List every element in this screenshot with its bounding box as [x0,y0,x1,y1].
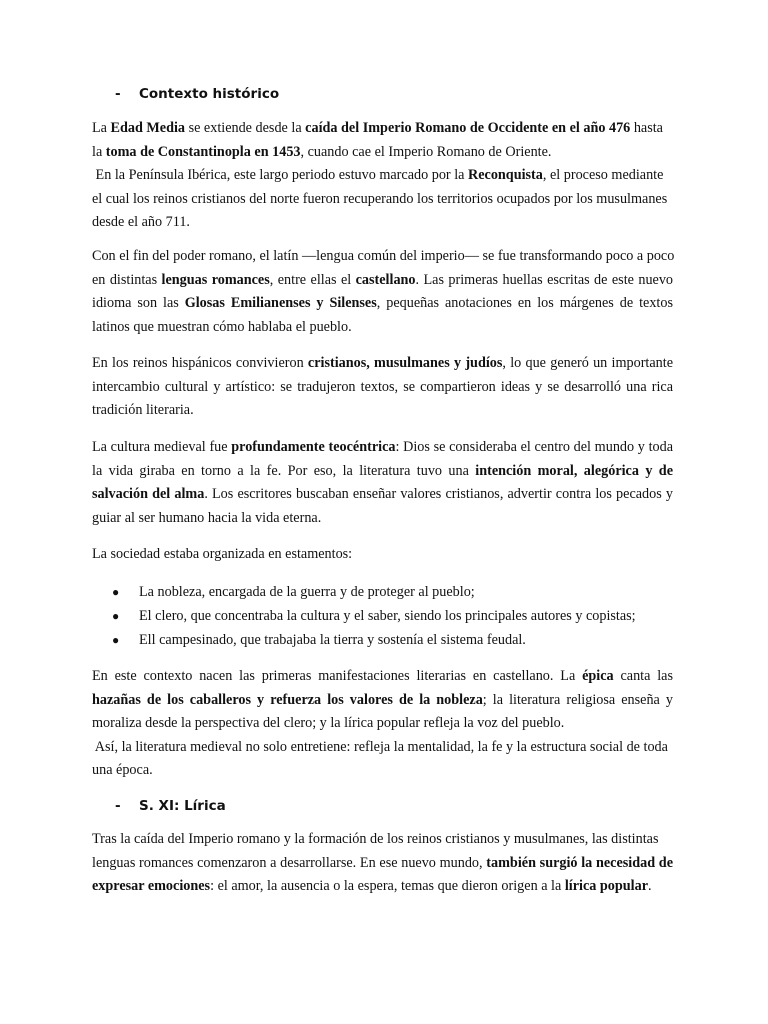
bold-term: hazañas de los caballeros y refuerza los valores de la nobleza [92,691,483,708]
text-run: la [92,143,106,160]
text-line: intercambio cultural y artístico: se tradujeron textos, se compartieron ideas y se desarrolló una rica [92,378,673,395]
paragraph-estamentos-intro [92,543,673,567]
text-line: guiar al ser humano hacia la vida eterna. [92,509,322,526]
text-run: , entre ellas el [269,271,356,288]
bold-term: toma de Constantinopla en 1453 [105,143,301,160]
text-run: : Dios se consideraba el centro del mundo y toda [395,439,674,455]
bold-term: cristianos, musulmanes y judíos [307,355,503,371]
heading-title: S. XI: Lírica [139,798,226,814]
text-run: idioma son las [92,295,185,312]
text-line [92,852,673,876]
text-line: el cual los reinos cristianos del norte fueron recuperando los territorios ocupados por los musulmanes [92,190,668,207]
text-line [92,665,673,689]
bullet-icon: ● [112,609,120,623]
list-item-text: El clero, que concentraba la cultura y el saber, siendo los principales autores y copistas; [139,608,636,624]
text-run: se extiende desde la [185,120,306,136]
text-line: La sociedad estaba organizada en estamentos: [92,546,353,562]
text-line [92,352,673,376]
paragraph-teocentrismo [92,436,673,530]
text-run: En los reinos hispánicos convivieron [92,355,308,371]
text-line [92,689,673,713]
text-line [92,436,673,460]
list-item-text: La nobleza, encargada de la guerra y de proteger al pueblo; [139,584,475,600]
bold-term: lenguas romances [161,271,270,288]
section-heading-lirica [115,798,226,814]
text-run: , el proceso mediante [542,167,664,184]
text-run: . [648,878,652,895]
text-run: canta las [613,668,674,684]
text-run: En la Península Ibérica, este largo periodo estuvo marcado por la [92,167,468,184]
text-line: Así, la literatura medieval no solo entretiene: refleja la mentalidad, la fe y la estructura social de toda [92,738,668,755]
bold-term: épica [582,668,614,684]
heading-dash: - [115,86,121,102]
paragraph-convivencia [92,352,673,423]
text-line: moraliza desde la perspectiva del clero; y la lírica popular refleja la voz del pueblo. [92,715,565,732]
bold-term: intención moral, alegórica y de [475,462,673,479]
text-line: tradición literaria. [92,402,194,419]
bold-term: también surgió la necesidad de [486,854,673,871]
text-run: La cultura medieval fue [92,439,232,455]
bullet-icon: ● [112,633,120,647]
bold-term: profundamente teocéntrica [231,439,396,455]
text-line [92,460,673,484]
list-item [112,604,672,628]
text-line: una época. [92,762,153,779]
paragraph-latin [92,245,673,339]
bullet-icon: ● [112,585,120,599]
text-line: latinos que muestran cómo hablaba el pueblo. [92,318,352,335]
text-line: Con el fin del poder romano, el latín —lengua común del imperio— se fue transformando poco a poco [92,248,675,264]
text-run: La [92,120,111,136]
section-heading-contexto [115,86,279,102]
bold-term: caída del Imperio Romano de Occidente en el año 476 [305,120,631,136]
text-run: , cuando cae el Imperio Romano de Oriente. [300,143,552,160]
text-run: : el amor, la ausencia o la espera, temas que dieron origen a la [210,878,565,895]
bold-term: castellano [355,271,416,288]
text-run: en distintas [92,271,162,288]
list-item [112,628,672,652]
text-run: lenguas romances comenzaron a desarrollarse. En ese nuevo mundo, [92,854,487,871]
text-run: ; la literatura religiosa enseña y [482,691,674,708]
paragraph-lirica [92,828,673,899]
bold-term: salvación del alma [92,486,205,503]
text-line: Tras la caída del Imperio romano y la formación de los reinos cristianos y musulmanes, las distintas [92,831,659,847]
text-run: En este contexto nacen las primeras manifestaciones literarias en castellano. La [92,668,583,684]
text-line [92,483,673,507]
list-item [112,580,672,604]
heading-dash: - [115,798,121,814]
bold-term: Reconquista [467,167,543,184]
estamentos-list [112,580,672,652]
text-line [92,875,673,899]
text-line: desde el año 711. [92,214,190,231]
text-run: hasta [630,120,663,136]
text-run: , pequeñas anotaciones en los márgenes de textos [376,295,673,312]
text-run: . Los escritores buscaban enseñar valores cristianos, advertir contra los pecados y [204,486,673,503]
text-line [92,269,673,293]
bold-term: Edad Media [110,120,186,136]
list-item-text: Ell campesinado, que trabajaba la tierra y sostenía el sistema feudal. [139,632,526,648]
heading-title: Contexto histórico [139,86,280,102]
text-run: , lo que generó un importante [502,355,673,371]
paragraph-edad-media [92,117,673,235]
bold-term: expresar emociones [92,878,211,895]
text-line [92,164,673,188]
text-line [92,117,673,141]
text-line [92,292,673,316]
text-run: la vida giraba en torno a la fe. Por eso, la literatura tuvo una [92,462,476,479]
paragraph-manifestaciones [92,665,673,783]
bold-term: lírica popular [564,878,649,895]
text-run: . Las primeras huellas escritas de este nuevo [415,271,674,288]
bold-term: Glosas Emilianenses y Silenses [184,295,377,312]
text-line [92,141,673,165]
